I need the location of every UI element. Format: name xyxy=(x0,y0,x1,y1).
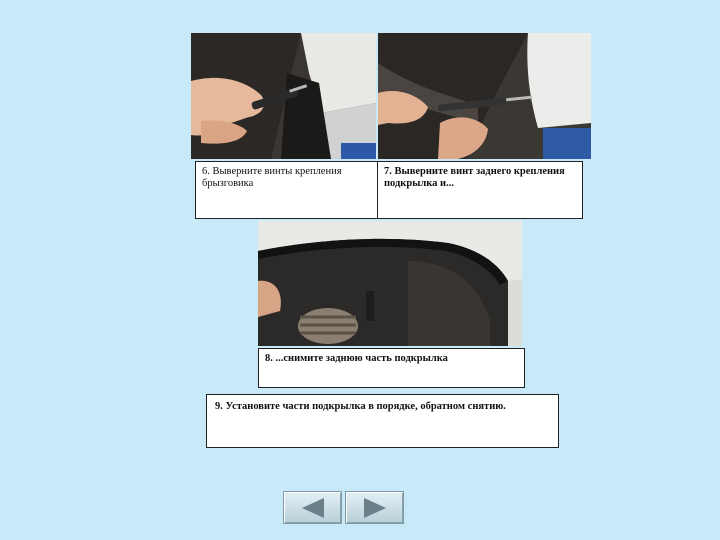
step-text: Установите части подкрылка в порядке, обратном снятию. xyxy=(225,401,506,412)
triangle-right-icon xyxy=(360,496,390,520)
step-number: 6. xyxy=(202,166,210,177)
photo-step-6 xyxy=(191,33,376,159)
caption-step-9 xyxy=(206,394,559,448)
caption-step-7 xyxy=(377,161,583,219)
caption-step-6 xyxy=(195,161,378,219)
step-text: Выверните винты крепления брызговика xyxy=(202,166,342,189)
forward-button[interactable] xyxy=(345,491,404,524)
step-number: 9. xyxy=(215,401,223,412)
back-button[interactable] xyxy=(283,491,342,524)
step-number: 7. xyxy=(384,166,392,177)
step-number: 8. xyxy=(265,353,273,364)
photo-step-7 xyxy=(378,33,591,159)
step-text: ...снимите заднюю часть подкрылка xyxy=(275,353,448,364)
caption-step-8 xyxy=(258,348,525,388)
triangle-left-icon xyxy=(298,496,328,520)
step-text: Выверните винт заднего крепления подкрылка и... xyxy=(384,166,565,189)
photo-step-8 xyxy=(258,221,522,346)
